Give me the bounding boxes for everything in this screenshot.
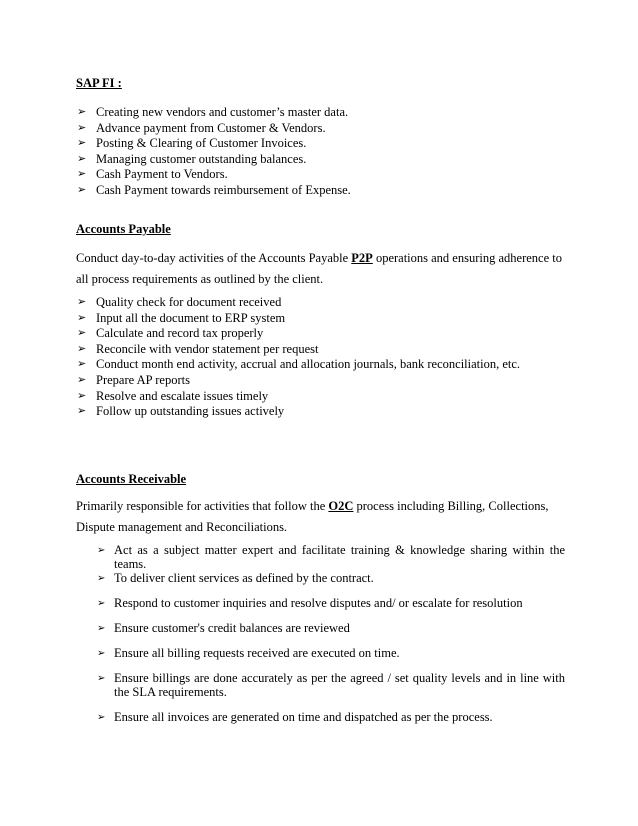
- list-item: ➢ Conduct month end activity, accrual and allocation journals, bank reconciliation, etc.: [77, 357, 521, 372]
- list-item: ➢ Respond to customer inquiries and resolve disputes and/ or escalate for resolution: [97, 596, 523, 610]
- list-item: ➢ Ensure all billing requests received are executed on time.: [97, 646, 400, 660]
- ar-list-6: [97, 672, 565, 699]
- arrowhead-bullet-icon: ➢: [77, 327, 87, 340]
- arrowhead-bullet-icon: ➢: [77, 358, 87, 371]
- arrowhead-bullet-icon: ➢: [97, 648, 106, 659]
- list-item: ➢ Quality check for document received: [77, 295, 282, 309]
- ar-list-5: [97, 647, 565, 661]
- ar-list: [97, 544, 565, 571]
- arrowhead-bullet-icon: ➢: [77, 296, 87, 308]
- sap-fi-list: [77, 105, 351, 199]
- arrowhead-bullet-icon: ➢: [77, 168, 87, 181]
- arrowhead-bullet-icon: ➢: [77, 183, 87, 196]
- arrowhead-bullet-icon: ➢: [77, 106, 87, 118]
- list-item: ➢ Ensure billings are done accurately as per the agreed / set quality levels and in line with the SLA requirements.: [97, 671, 565, 699]
- list-item: ➢ To deliver client services as defined by the contract.: [97, 571, 374, 585]
- arrowhead-bullet-icon: ➢: [97, 623, 106, 634]
- list-item: ➢ Posting & Clearing of Customer Invoices.: [77, 136, 307, 151]
- ar-list-7: [97, 711, 565, 725]
- list-item: ➢ Ensure all invoices are generated on time and dispatched as per the process.: [97, 710, 493, 724]
- p2p-keyword: P2P: [351, 251, 373, 265]
- list-item: ➢ Ensure customer's credit balances are reviewed: [97, 621, 350, 635]
- arrowhead-bullet-icon: ➢: [77, 137, 87, 150]
- list-item: ➢ Calculate and record tax properly: [77, 326, 264, 341]
- ap-intro: Conduct day-to-day activities of the Accounts Payable P2P operations and ensuring adherence to all process requirements as outlined by the client.: [76, 251, 562, 286]
- arrowhead-bullet-icon: ➢: [97, 545, 106, 556]
- arrowhead-bullet-icon: ➢: [77, 121, 87, 134]
- arrowhead-bullet-icon: ➢: [77, 342, 87, 355]
- ar-list-3: [97, 597, 565, 611]
- list-item: ➢ Advance payment from Customer & Vendors.: [77, 120, 326, 135]
- ar-heading: Accounts Receivable: [76, 472, 187, 486]
- ar-list-2: [97, 572, 565, 586]
- arrowhead-bullet-icon: ➢: [77, 311, 87, 324]
- arrowhead-bullet-icon: ➢: [97, 598, 106, 609]
- ar-intro: Primarily responsible for activities that follow the O2C process including Billing, Collections, Dispute management and Reconciliations.: [76, 499, 549, 534]
- list-item: ➢ Cash Payment to Vendors.: [77, 167, 228, 182]
- list-item: ➢ Creating new vendors and customer’s master data.: [77, 105, 349, 119]
- arrowhead-bullet-icon: ➢: [97, 712, 106, 723]
- list-item: ➢ Input all the document to ERP system: [77, 310, 286, 325]
- ap-heading: Accounts Payable: [76, 222, 171, 236]
- ap-list: [77, 295, 520, 420]
- arrowhead-bullet-icon: ➢: [77, 373, 87, 386]
- arrowhead-bullet-icon: ➢: [77, 389, 87, 402]
- list-item: ➢ Managing customer outstanding balances.: [77, 151, 307, 166]
- sap-fi-heading: SAP FI :: [76, 76, 122, 90]
- arrowhead-bullet-icon: ➢: [77, 152, 87, 165]
- list-item: ➢ Cash Payment towards reimbursement of Expense.: [77, 182, 351, 197]
- o2c-keyword: O2C: [328, 499, 354, 513]
- list-item: ➢ Resolve and escalate issues timely: [77, 388, 269, 403]
- list-item: ➢ Follow up outstanding issues actively: [77, 404, 285, 419]
- list-item: ➢ Prepare AP reports: [77, 372, 190, 387]
- arrowhead-bullet-icon: ➢: [97, 573, 106, 584]
- arrowhead-bullet-icon: ➢: [97, 673, 106, 684]
- arrowhead-bullet-icon: ➢: [77, 405, 87, 418]
- list-item: ➢ Reconcile with vendor statement per request: [77, 341, 319, 356]
- list-item: ➢ Act as a subject matter expert and facilitate training & knowledge sharing within the teams.: [97, 543, 565, 571]
- ar-list-4: [97, 622, 565, 636]
